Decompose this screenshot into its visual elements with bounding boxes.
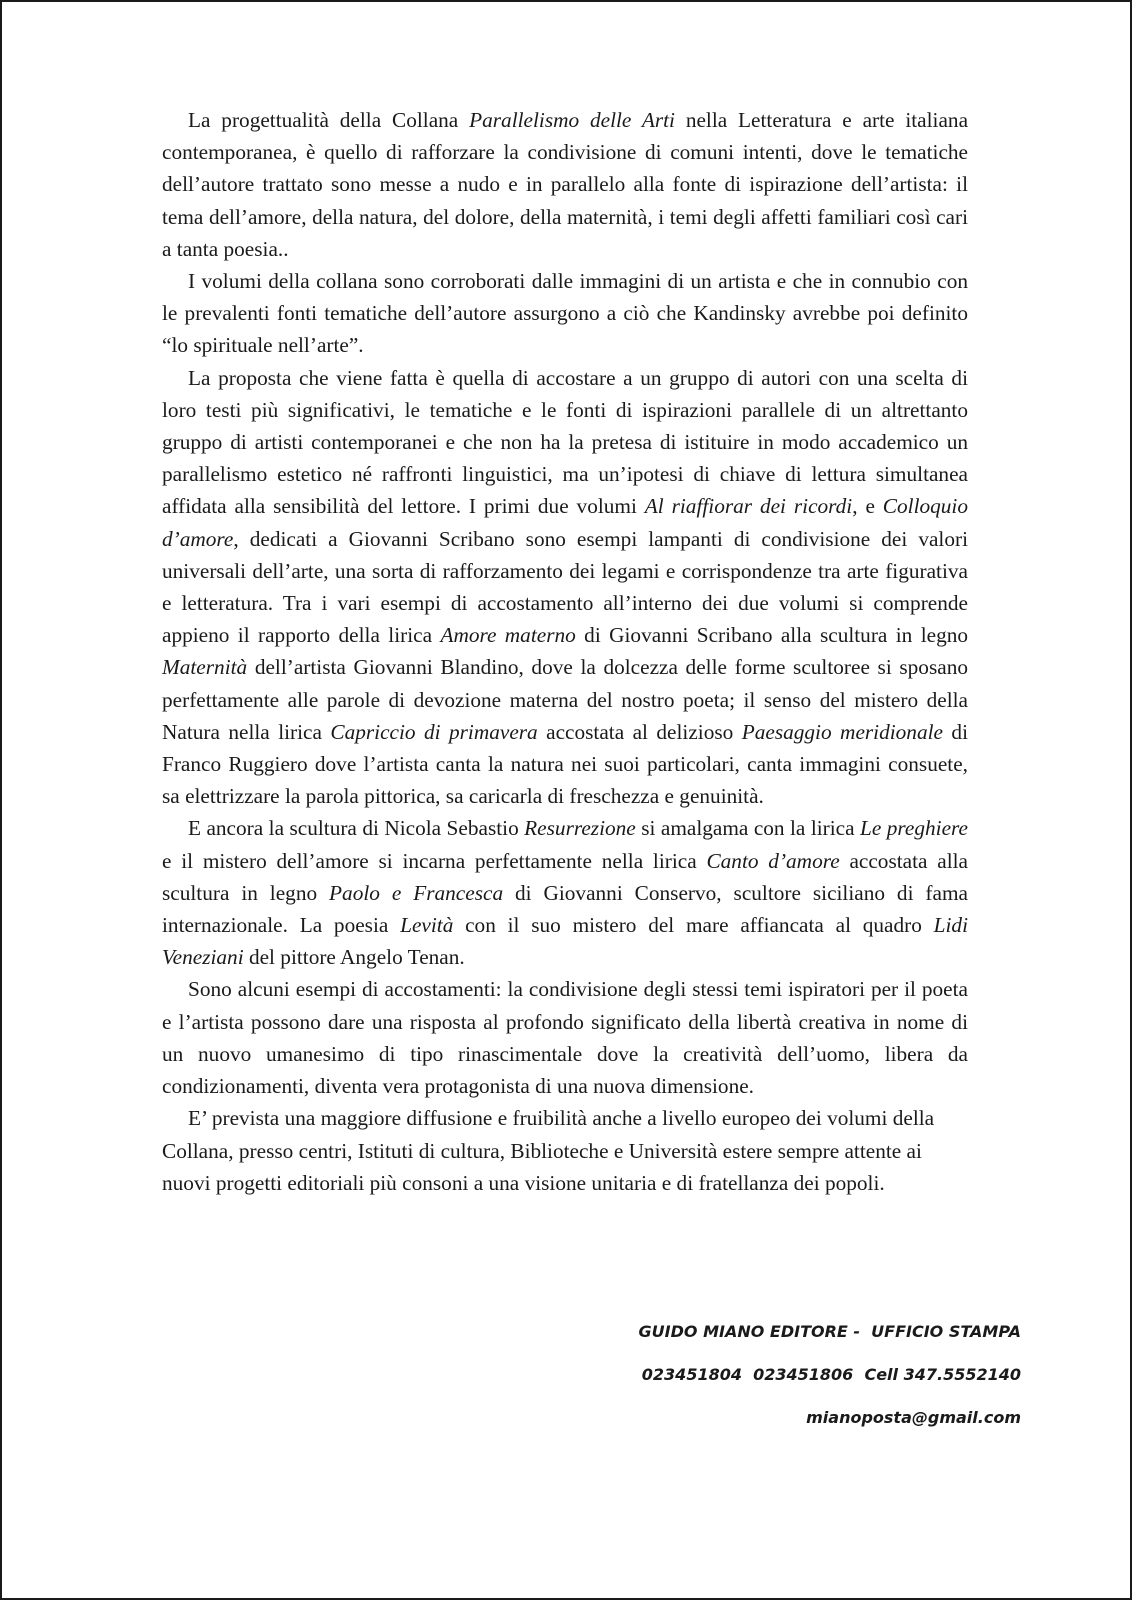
italic-title: Colloquio d’amore [162, 494, 968, 551]
paragraph-5 [162, 973, 968, 1102]
text-run: di Franco Ruggiero dove l’artista canta la natura nei suoi particolari, canta immagini consuete, sa elettrizzare la parola pittorica, sa caricarla di freschezza e genuinità. [162, 719, 968, 809]
email-address[interactable]: mianoposta@gmail.com [806, 1408, 1021, 1427]
italic-title: Maternità [162, 655, 248, 680]
text-run: accostata alla scultura in legno [162, 848, 968, 905]
paragraph-1 [162, 104, 968, 265]
text-run: La proposta che viene fatta è quella di accostare a un gruppo di autori con una scelta di loro testi più significativi, le tematiche e le fonti di ispirazioni parallele di un altrettanto gruppo di artisti contemporanei e che non ha la pretesa di istituire in modo accademico un parallelismo estetico né raffronti linguistici, ma un’ipotesi di chiave di lettura simultanea affidata alla sensibilità del lettore. I primi due volumi [162, 365, 968, 519]
italic-title: Levità [400, 913, 454, 938]
text-run: e il mistero dell’amore si incarna perfettamente nella lirica [162, 848, 707, 873]
italic-title: Resurrezione [524, 816, 636, 841]
text-run: E’ prevista una maggiore diffusione e fruibilità anche a livello europeo dei volumi della Collana, presso centri, Istituti di cultura, Biblioteche e Università estere sempre attente ai nuovi progetti editoriali più consoni a una visione unitaria e di fratellanza dei popoli. [162, 1106, 935, 1195]
press-release-body [162, 104, 968, 1199]
paragraph-6 [162, 1102, 968, 1199]
text-run: con il suo mistero del mare affiancata al quadro [453, 913, 934, 938]
italic-title: Paesaggio meridionale [741, 719, 943, 744]
italic-title: Parallelismo delle Arti [469, 108, 675, 132]
italic-title: Paolo e Francesca [329, 880, 504, 905]
publisher-office: GUIDO MIANO EDITORE - UFFICIO STAMPA [638, 1322, 1021, 1341]
text-run: I volumi della collana sono corroborati dalle immagini di un artista e che in connubio con le prevalenti fonti tematiche dell’autore assurgono a ciò che Kandinsky avrebbe poi definito “lo spirituale nell’arte”. [162, 269, 968, 358]
text-run: , e [852, 494, 883, 519]
italic-title: Amore materno [440, 623, 576, 648]
italic-title: Le preghiere [860, 816, 968, 841]
italic-title: Al riaffiorar dei ricordi [644, 494, 853, 519]
contact-block [639, 1320, 1021, 1449]
text-run: del pittore Angelo Tenan. [243, 945, 465, 970]
italic-title: Canto d’amore [706, 848, 840, 873]
paragraph-4 [162, 812, 968, 973]
italic-title: Lidi Veneziani [162, 913, 968, 970]
text-run: E ancora la scultura di Nicola Sebastio [188, 816, 525, 841]
phone-numbers: 023451804 023451806 Cell 347.5552140 [641, 1365, 1021, 1384]
paragraph-3 [162, 362, 968, 813]
paragraph-2 [162, 265, 968, 362]
text-run: si amalgama con la lirica [635, 816, 861, 841]
text-run: La progettualità della Collana [188, 108, 470, 132]
italic-title: Capriccio di primavera [330, 719, 538, 744]
text-run: di Giovanni Conservo, scultore siciliano di fama internazionale. La poesia [162, 880, 968, 938]
text-run: , dedicati a Giovanni Scribano sono esempi lampanti di condivisione dei valori universali dell’arte, una sorta di rafforzamento dei legami e corrispondenze tra arte figurativa e letteratura. Tra i vari esempi di accostamento all’interno dei due volumi si comprende appieno il rapporto della lirica [162, 526, 968, 648]
text-run: dell’artista Giovanni Blandino, dove la dolcezza delle forme scultoree si sposano perfettamente alle parole di devozione materna del nostro poeta; il senso del mistero della Natura nella lirica [162, 655, 968, 744]
text-run: accostata al delizioso [537, 719, 742, 744]
text-run: Sono alcuni esempi di accostamenti: la condivisione degli stessi temi ispiratori per il poeta e l’artista possono dare una risposta al profondo significato della libertà creativa in nome di un nuovo umanesimo di tipo rinascimentale dove la creatività dell’uomo, libera da condizionamenti, diventa vera protagonista di una nuova dimensione. [162, 977, 968, 1099]
text-run: di Giovanni Scribano alla scultura in legno [575, 623, 969, 648]
text-run: nella Letteratura e arte italiana contemporanea, è quello di rafforzare la condivisione di comuni intenti, dove le tematiche dell’autore trattato sono messe a nudo e in parallelo alla fonte di ispirazione dell’artista: il tema dell’amore, della natura, del dolore, della maternità, i temi degli affetti familiari così cari a tanta poesia.. [162, 108, 969, 261]
